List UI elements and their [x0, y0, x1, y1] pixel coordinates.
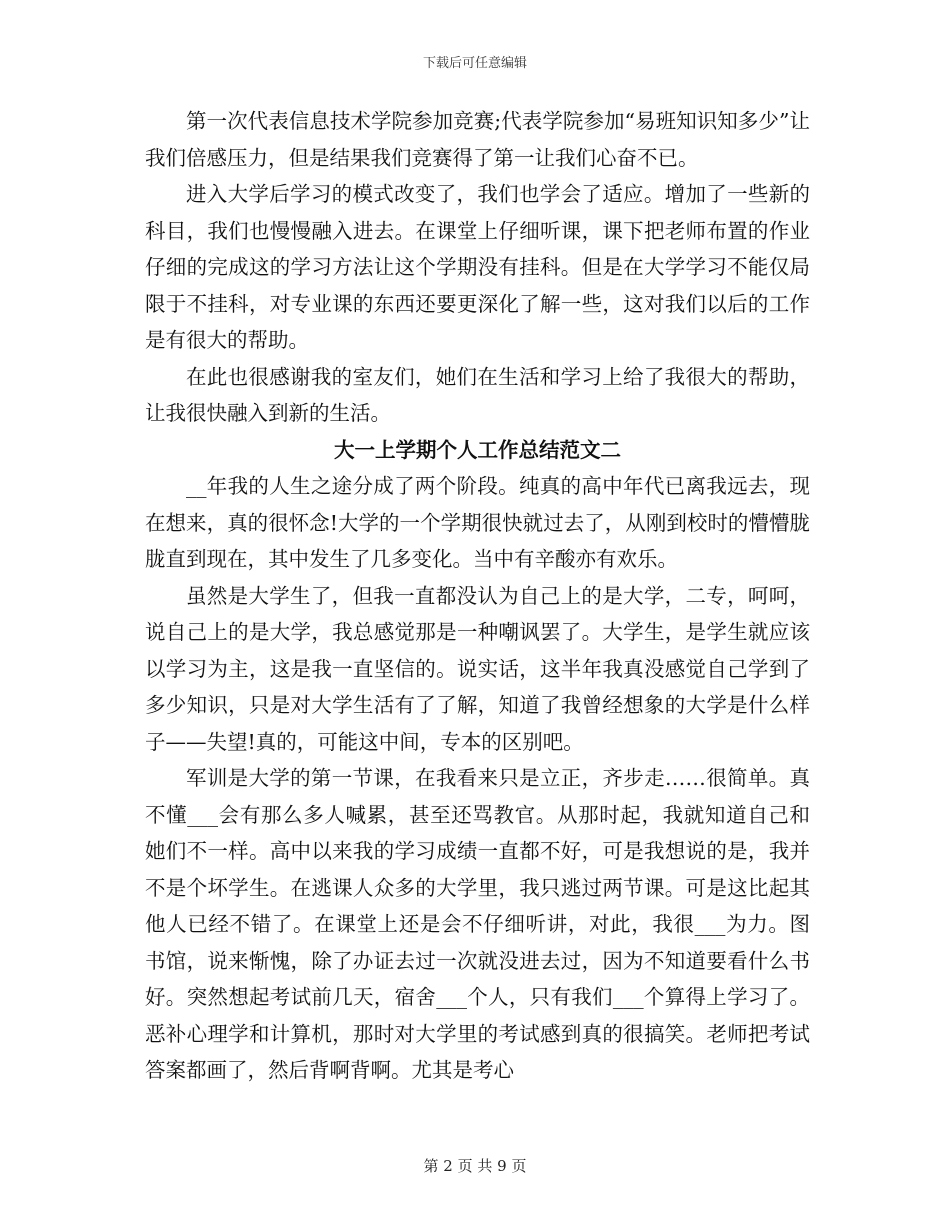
document-body — [145, 103, 810, 1089]
paragraph: 虽然是大学生了，但我一直都没认为自己上的是大学，二专，呵呵，说自己上的是大学，我总感觉那是一种嘲讽罢了。大学生，是学生就应该以学习为主，这是我一直坚信的。说实话，这半年我真没感觉自己学到了多少知识，只是对大学生活有了了解，知道了我曾经想象的大学是什么样子——失望!真的，可能这中间，专本的区别吧。 — [145, 583, 810, 754]
paragraph: 进入大学后学习的模式改变了，我们也学会了适应。增加了一些新的科目，我们也慢慢融入进去。在课堂上仔细听课，课下把老师布置的作业仔细的完成这的学习方法让这个学期没有挂科。但是在大学学习不能仅局限于不挂科，对专业课的东西还要更深化了解一些，这对我们以后的工作是有很大的帮助。 — [145, 182, 810, 352]
paragraph: 在此也很感谢我的室友们，她们在生活和学习上给了我很大的帮助，让我很快融入到新的生活。 — [145, 364, 810, 425]
paragraph: __年我的人生之途分成了两个阶段。纯真的高中年代已离我远去，现在想来，真的很怀念!大学的一个学期很快就过去了，从刚到校时的懵懵胧胧直到现在，其中发生了几多变化。当中有辛酸亦有欢乐。 — [145, 474, 810, 571]
paragraph: 军训是大学的第一节课，在我看来只是立正，齐步走……很简单。真不懂___会有那么多人喊累，甚至还骂教官。从那时起，我就知道自己和她们不一样。高中以来我的学习成绩一直都不好，可是我想说的是，我并不是个坏学生。在逃课人众多的大学里，我只逃过两节课。可是这比起其他人已经不错了。在课堂上还是会不仔细听讲，对此，我很___为力。图书馆，说来惭愧，除了办证去过一次就没进去过，因为不知道要看什么书好。突然想起考试前几天，宿舍___个人，只有我们___个算得上学习了。恶补心理学和计算机，那时对大学里的考试感到真的很搞笑。老师把考试答案都画了，然后背啊背啊。尤其是考心 — [145, 766, 810, 1082]
page-footer: 第 2 页 共 9 页 — [423, 1157, 527, 1175]
section-title: 大一上学期个人工作总结范文二 — [334, 437, 621, 462]
page-header: 下载后可任意编辑 — [422, 56, 527, 71]
paragraph: 第一次代表信息技术学院参加竞赛;代表学院参加“易班知识知多少”让我们倍感压力，但是结果我们竞赛得了第一让我们心奋不已。 — [145, 109, 810, 170]
